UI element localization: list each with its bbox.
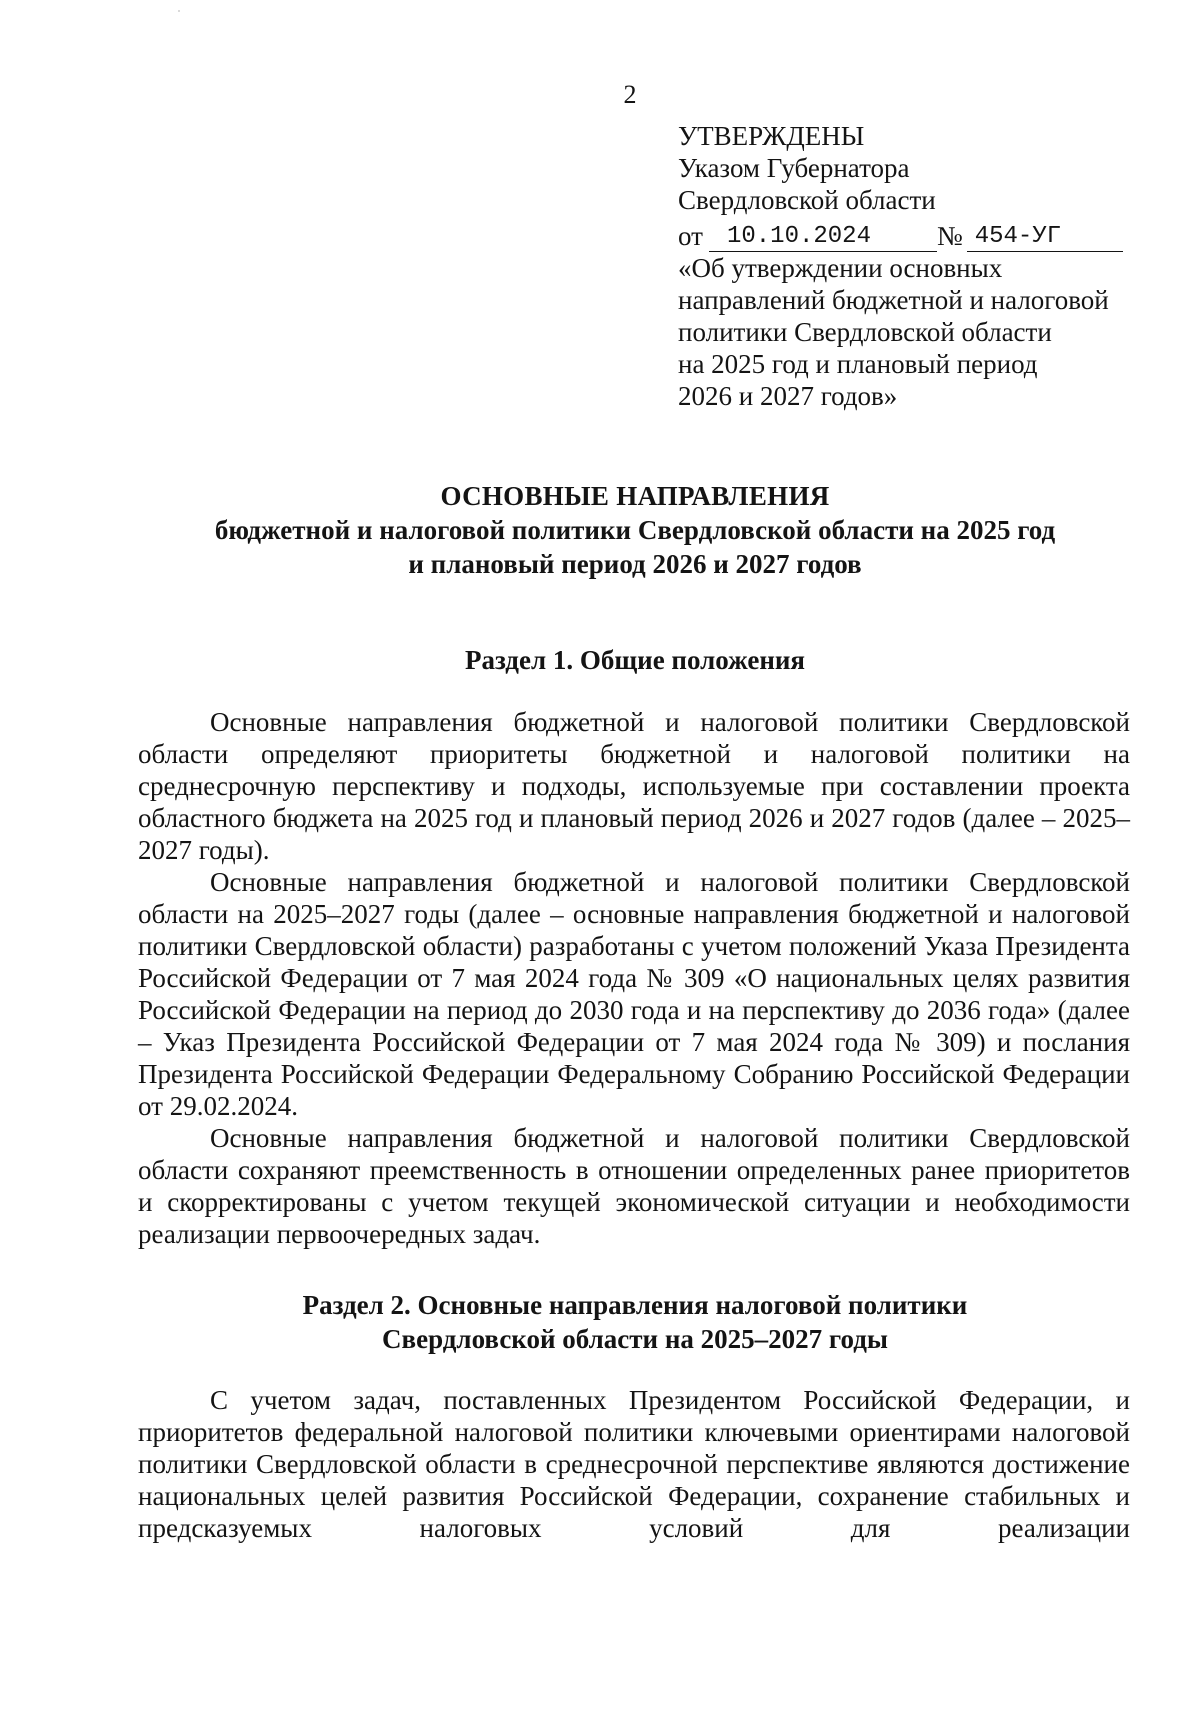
approval-heading: УТВЕРЖДЕНЫ: [678, 121, 865, 151]
section-2-body: [138, 1384, 1130, 1544]
paragraph: Основные направления бюджетной и налоговой политики Свердловской области сохраняют преемственность в отношении определенных ранее приоритетов и скорректированы с учетом текущей экономической ситуации и необходимости реализации первоочередных задач.: [138, 1123, 1130, 1249]
decree-title-line: политики Свердловской области: [678, 317, 1052, 347]
decree-title: [678, 252, 1138, 412]
document-title: [0, 479, 1200, 581]
decree-title-line: 2026 и 2027 годов»: [678, 381, 898, 411]
number-label: №: [936, 221, 963, 251]
paragraph: Основные направления бюджетной и налоговой политики Свердловской области на 2025–2027 годы (далее – основные направления бюджетной и налоговой политики Свердловской области) разработаны с учетом положений Указа Президента Российской Федерации от 7 мая 2024 года № 309 «О национальных целях развития Российской Федерации на период до 2030 года и на перспективу до 2036 года» (далее – Указ Президента Российской Федерации от 7 мая 2024 года № 309) и послания Президента Российской Федерации Федеральному Собранию Российской Федерации от 29.02.2024.: [138, 867, 1130, 1121]
from-label: от: [678, 221, 703, 251]
decree-title-line: направлений бюджетной и налоговой: [678, 285, 1109, 315]
paragraph: С учетом задач, поставленных Президентом Российской Федерации, и приоритетов федеральной налоговой политики ключевыми ориентирами налоговой политики Свердловской области в среднесрочной перспективе являются достижение национальных целей развития Российской Федерации, сохранение стабильных и предсказуемых налоговых условий для реализации: [138, 1385, 1130, 1543]
decree-number-field: 454-УГ: [967, 224, 1123, 252]
section-2-heading: [0, 1288, 1200, 1356]
decree-date-field: 10.10.2024: [709, 224, 937, 252]
decree-title-line: «Об утверждении основных: [678, 253, 1003, 283]
approval-region: Свердловской области: [678, 185, 936, 215]
decree-date-number-row: [678, 216, 1138, 252]
scan-dot: [178, 10, 180, 12]
section-heading-text: Раздел 1. Общие положения: [464, 645, 806, 675]
section-heading-text: Свердловской области на 2025–2027 годы: [382, 1324, 888, 1354]
section-1-heading: [0, 643, 1200, 677]
paragraph: Основные направления бюджетной и налоговой политики Свердловской области определяют приоритеты бюджетной и налоговой политики на среднесрочную перспективу и подходы, используемые при составлении проекта областного бюджета на 2025 год и плановый период 2026 и 2027 годов (далее – 2025–2027 годы).: [138, 707, 1130, 865]
document-title-line: ОСНОВНЫЕ НАПРАВЛЕНИЯ: [440, 481, 830, 511]
section-1-body: [138, 706, 1130, 1250]
document-subtitle-line: бюджетной и налоговой политики Свердловской области на 2025 год: [214, 515, 1056, 545]
approval-issuer: Указом Губернатора: [678, 153, 910, 183]
page-number: 2: [623, 80, 637, 109]
section-heading-text: Раздел 2. Основные направления налоговой политики: [302, 1290, 968, 1320]
decree-title-line: на 2025 год и плановый период: [678, 349, 1038, 379]
document-subtitle-line: и плановый период 2026 и 2027 годов: [408, 549, 862, 579]
approval-stamp-block: [678, 120, 1138, 412]
